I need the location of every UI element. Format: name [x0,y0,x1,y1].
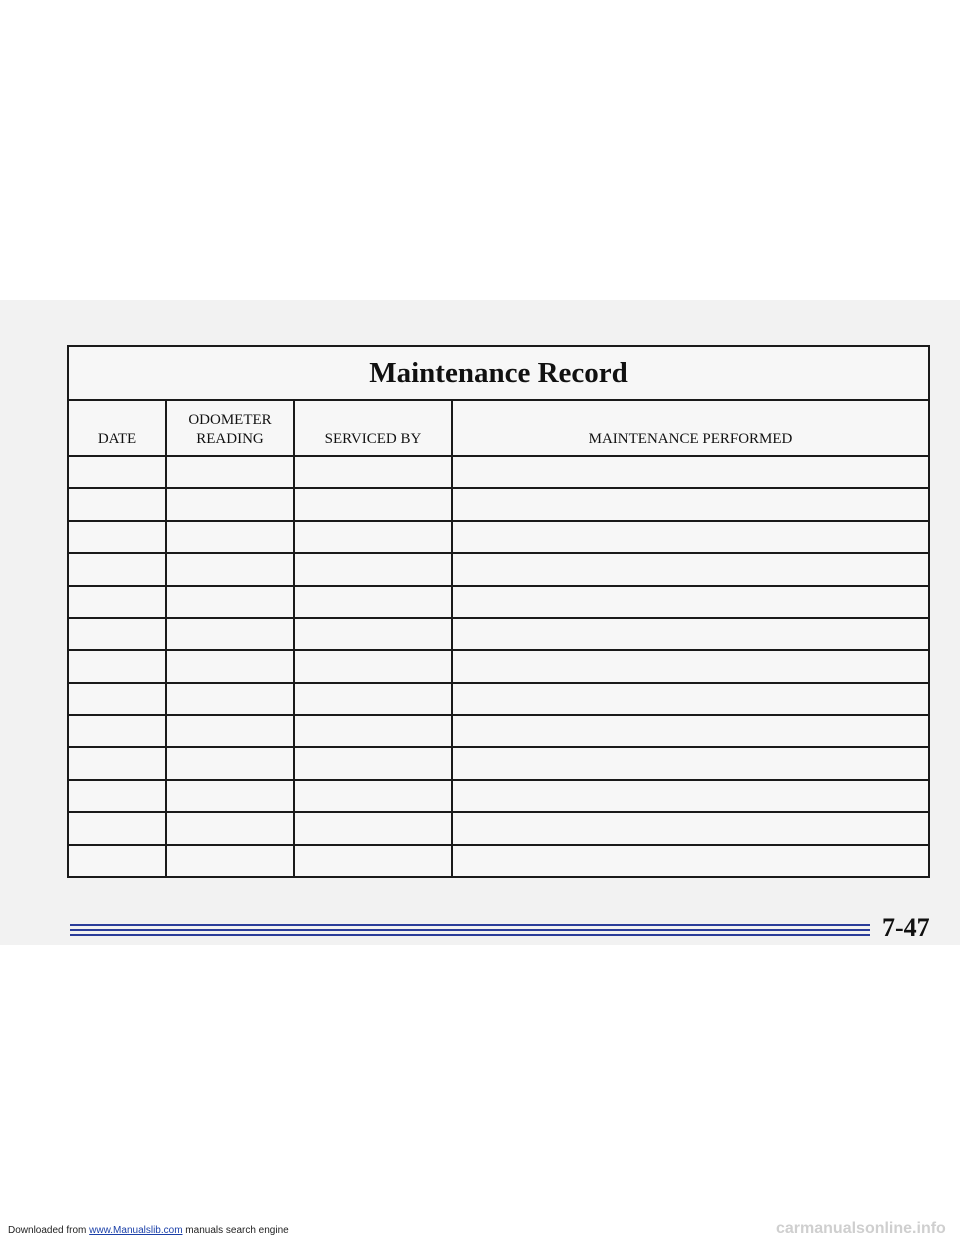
table-row [68,845,929,878]
record-cell [68,456,166,488]
record-cell [294,553,452,585]
record-cell [166,845,294,878]
page-number: 7-47 [882,913,930,942]
table-row [68,812,929,844]
table-row [68,715,929,747]
record-cell [166,715,294,747]
record-cell [166,618,294,650]
table-row [68,650,929,682]
record-cell [452,812,929,844]
footer-rule [70,924,870,940]
column-header-date: DATE [68,400,166,456]
record-cell [294,521,452,553]
record-cell [68,747,166,779]
record-cell [166,683,294,715]
record-cell [68,780,166,812]
record-cell [294,845,452,878]
record-cell [68,521,166,553]
record-cell [166,553,294,585]
record-cell [294,747,452,779]
record-cell [452,715,929,747]
column-header-odometer-reading: ODOMETER READING [166,400,294,456]
table-row [68,586,929,618]
table-row [68,488,929,520]
record-cell [68,618,166,650]
record-cell [294,780,452,812]
record-cell [294,618,452,650]
record-cell [452,780,929,812]
record-cell [452,845,929,878]
record-cell [452,456,929,488]
record-cell [68,683,166,715]
record-cell [166,521,294,553]
record-cell [452,618,929,650]
manualslib-link[interactable]: www.Manualslib.com [89,1225,183,1236]
record-cell [68,845,166,878]
record-cell [294,683,452,715]
record-cell [68,586,166,618]
record-cell [166,488,294,520]
record-cell [294,586,452,618]
record-cell [166,586,294,618]
record-cell [68,812,166,844]
record-cell [166,650,294,682]
table-row [68,521,929,553]
record-cell [452,586,929,618]
record-cell [68,715,166,747]
record-cell [68,488,166,520]
record-cell [294,488,452,520]
record-cell [452,747,929,779]
table-title: Maintenance Record [68,346,929,400]
column-header-serviced-by: SERVICED BY [294,400,452,456]
record-cell [452,650,929,682]
record-cell [68,650,166,682]
table-row [68,618,929,650]
record-cell [294,650,452,682]
record-cell [452,521,929,553]
download-watermark: Downloaded from www.Manualslib.com manuals search engine [8,1225,289,1236]
record-cell [166,780,294,812]
record-cell [166,747,294,779]
table-row [68,683,929,715]
record-cell [452,553,929,585]
record-cell [166,456,294,488]
record-cell [68,553,166,585]
table-row [68,780,929,812]
record-cell [452,488,929,520]
table-row [68,553,929,585]
table-row [68,747,929,779]
record-cell [294,456,452,488]
site-watermark: carmanualsonline.info [776,1220,946,1237]
column-header-row [68,400,929,456]
record-cell [452,683,929,715]
record-cell [294,715,452,747]
maintenance-record-table [67,345,930,878]
record-cell [294,812,452,844]
record-cell [166,812,294,844]
column-header-maintenance-performed: MAINTENANCE PERFORMED [452,400,929,456]
table-row [68,456,929,488]
